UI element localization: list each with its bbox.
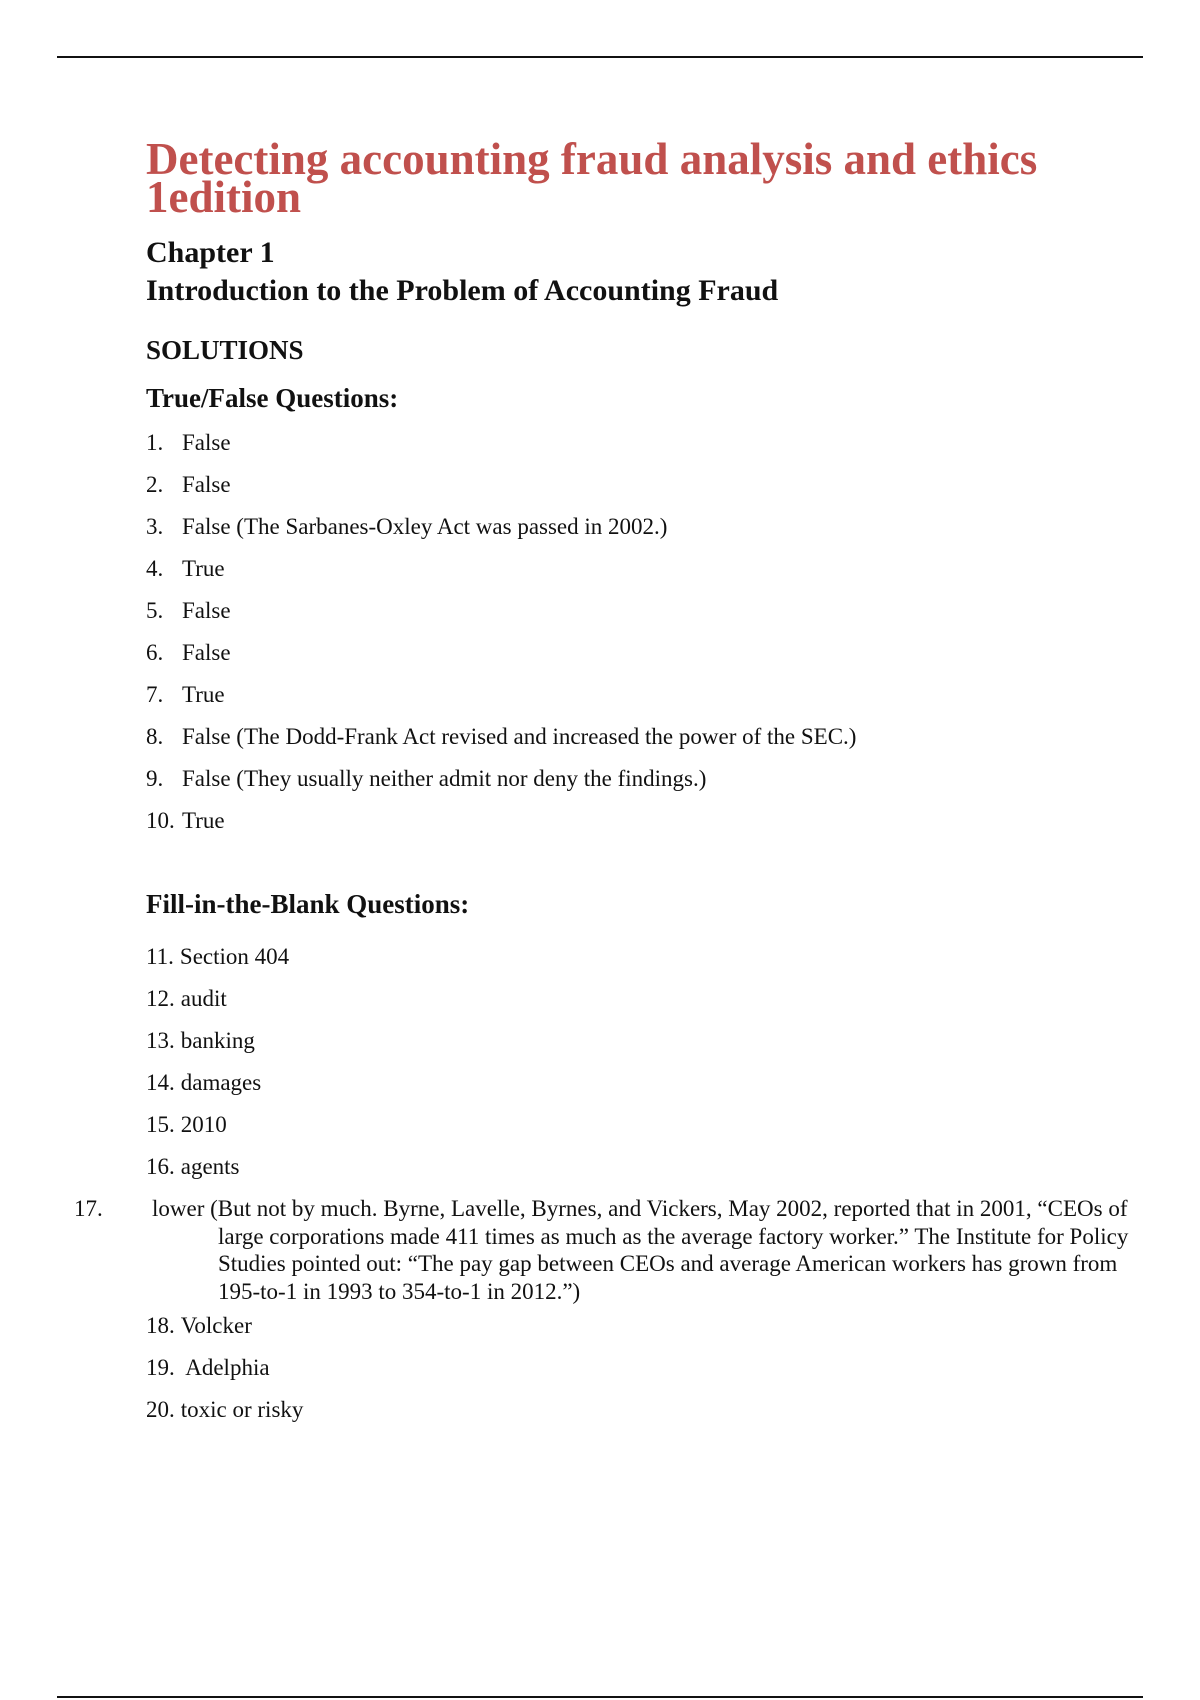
list-item (146, 1062, 1106, 1104)
item-number: 7. (146, 682, 164, 707)
list-item (146, 632, 1106, 674)
item-answer: Volcker (180, 1313, 252, 1338)
item-answer: lower (But not by much. Byrne, Lavelle, Byrnes, and Vickers, May 2002, reported that in 2001, “CEOs of large corporations made 411 times as much as the average factory worker.” The Institute for Policy Studies pointed out: “The pay gap between CEOs and average American workers has grown from 195-to-1 in 1993 to 354-to-1 in 2012.”) (152, 1196, 1129, 1304)
list-item (146, 1020, 1106, 1062)
item-answer: True (182, 808, 225, 833)
fill-in-list (74, 936, 1129, 1431)
list-item: 17. lower (But not by much. Byrne, Lavelle, Byrnes, and Vickers, May 2002, reported that in 2001, “CEOs of large corporations made 411 times as much as the average factory worker.” The Institute for Policy Studies pointed out: “The pay gap between CEOs and average American workers has grown from 195-to-1 in 1993 to 354-to-1 in 2012.”) (74, 1196, 1129, 1304)
list-item (146, 1389, 1106, 1431)
item-answer: True (182, 682, 225, 707)
list-item (146, 758, 1106, 800)
item-number: 14. (146, 1070, 175, 1095)
list-item (146, 1146, 1106, 1188)
list-item (146, 716, 1106, 758)
item-number: 9. (146, 766, 164, 791)
list-item (146, 1347, 1106, 1389)
item-number: 6. (146, 640, 164, 665)
document-body (74, 134, 1129, 1431)
item-answer: agents (180, 1154, 240, 1179)
fill-in-heading: Fill-in-the-Blank Questions: (146, 889, 470, 919)
item-number: 2. (146, 472, 164, 497)
item-number: 15. (146, 1112, 175, 1137)
item-answer: toxic or risky (180, 1397, 304, 1422)
item-number: 11. (146, 944, 174, 969)
item-answer: False (The Dodd-Frank Act revised and increased the power of the SEC.) (182, 724, 857, 749)
item-number: 1. (146, 430, 164, 455)
item-answer: False (182, 472, 231, 497)
item-number: 16. (146, 1154, 175, 1179)
true-false-list (146, 422, 1106, 842)
item-answer: Adelphia (180, 1355, 270, 1380)
item-number: 5. (146, 598, 164, 623)
item-answer: Section 404 (179, 944, 290, 969)
item-answer: False (182, 430, 231, 455)
list-item (146, 674, 1106, 716)
chapter-number: Chapter 1 (146, 236, 275, 269)
item-answer: False (They usually neither admit nor deny the findings.) (182, 766, 707, 791)
item-number: 8. (146, 724, 164, 749)
item-answer: 2010 (180, 1112, 227, 1137)
solutions-label: SOLUTIONS (146, 335, 304, 365)
list-item (146, 978, 1106, 1020)
item-answer: banking (180, 1028, 255, 1053)
item-answer: False (182, 598, 231, 623)
list-item (146, 464, 1106, 506)
list-item (146, 936, 1106, 978)
top-rule (57, 56, 1143, 58)
list-item (146, 1104, 1106, 1146)
list-item (146, 548, 1106, 590)
list-item (146, 422, 1106, 464)
item-answer: damages (180, 1070, 262, 1095)
item-number: 18. (146, 1313, 175, 1338)
item-number: 13. (146, 1028, 175, 1053)
item-number: 4. (146, 556, 164, 581)
list-item (146, 1305, 1106, 1347)
item-number: 19. (146, 1355, 175, 1380)
true-false-heading: True/False Questions: (146, 383, 399, 413)
list-item (146, 506, 1106, 548)
item-answer: False (182, 640, 231, 665)
list-item (146, 590, 1106, 632)
item-number: 3. (146, 514, 164, 539)
item-answer: audit (180, 986, 227, 1011)
item-answer: True (182, 556, 225, 581)
chapter-title: Introduction to the Problem of Accounting Fraud (146, 274, 779, 307)
bottom-rule (57, 1696, 1143, 1698)
item-number: 20. (146, 1397, 175, 1422)
item-number: 12. (146, 986, 175, 1011)
item-number: 10. (146, 808, 175, 833)
document-title: Detecting accounting fraud analysis and ethics 1edition (146, 134, 1038, 222)
item-answer: False (The Sarbanes-Oxley Act was passed in 2002.) (182, 514, 668, 539)
list-item (146, 800, 1106, 842)
